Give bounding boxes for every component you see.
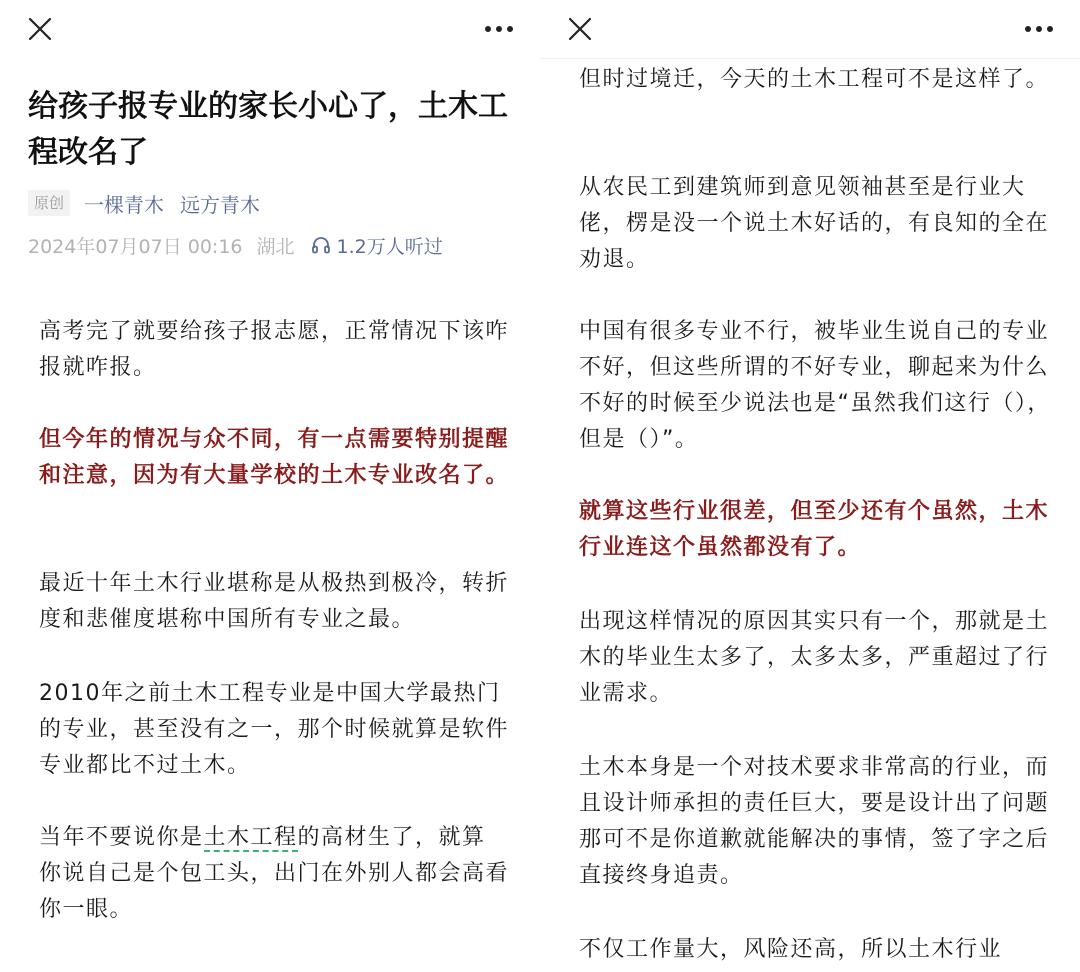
paragraph-text: 当年不要说你是	[39, 825, 204, 850]
paragraph: 不仅工作量大，风险还高，所以土木行业	[579, 937, 1003, 962]
paragraph: 出现这样情况的原因其实只有一个，那就是土木的毕业生太多了，太多太多，严重超过了行业需求。	[579, 609, 1050, 706]
term-link-civil-engineering[interactable]: 土木工程	[203, 825, 298, 850]
left-topbar	[0, 0, 540, 58]
author-row	[28, 188, 260, 218]
paragraph: 高考完了就要给孩子报志愿，正常情况下该咋报就咋报。	[39, 319, 510, 380]
more-icon[interactable]	[484, 16, 514, 42]
close-icon[interactable]	[26, 15, 54, 43]
publish-info	[28, 230, 443, 260]
original-badge: 原创	[28, 190, 70, 216]
paragraph: 但时过境迁，今天的土木工程可不是这样了。	[579, 67, 1050, 92]
more-icon[interactable]	[1024, 16, 1054, 42]
headphones-icon	[311, 235, 331, 255]
listen-count: 1.2万人听过	[336, 235, 443, 258]
publish-location: 湖北	[256, 235, 295, 258]
topbar-divider	[540, 58, 1080, 59]
publish-date: 2024年07月07日 00:16	[28, 235, 243, 258]
account-link[interactable]: 远方青木	[180, 192, 261, 217]
author-link[interactable]: 一棵青木	[84, 192, 165, 217]
right-article-view	[540, 0, 1080, 972]
paragraph: 从农民工到建筑师到意见领袖甚至是行业大佬，楞是没一个说土木好话的，有良知的全在劝退。	[579, 175, 1050, 272]
paragraph: 中国有很多专业不行，被毕业生说自己的专业不好，但这些所谓的不好专业，聊起来为什么不好的时候至少说法也是“虽然我们这行（），但是（）”。	[579, 319, 1051, 452]
right-topbar	[540, 0, 1080, 58]
article-title: 给孩子报专业的家长小心了，土木工程改名了	[28, 89, 508, 170]
close-icon[interactable]	[566, 15, 594, 43]
paragraph	[39, 820, 509, 928]
paragraph: 2010年之前土木工程专业是中国大学最热门的专业，甚至没有之一，那个时候就算是软件专业都比不过土木。	[39, 681, 510, 778]
listen-button[interactable]	[311, 232, 443, 259]
paragraph-text: 的高材生了，就算你说自己是个包工头，出门在外别人都会高看你一眼。	[39, 825, 510, 922]
paragraph: 最近十年土木行业堪称是从极热到极冷，转折度和悲催度堪称中国所有专业之最。	[39, 571, 510, 632]
emphasis-paragraph: 就算这些行业很差，但至少还有个虽然，土木行业连这个虽然都没有了。	[579, 499, 1050, 560]
emphasis-paragraph: 但今年的情况与众不同，有一点需要特别提醒和注意，因为有大量学校的土木专业改名了。	[39, 427, 510, 488]
paragraph: 土木本身是一个对技术要求非常高的行业，而且设计师承担的责任巨大，要是设计出了问题那可不是你道歉就能解决的事情，签了字之后直接终身追责。	[579, 755, 1050, 888]
